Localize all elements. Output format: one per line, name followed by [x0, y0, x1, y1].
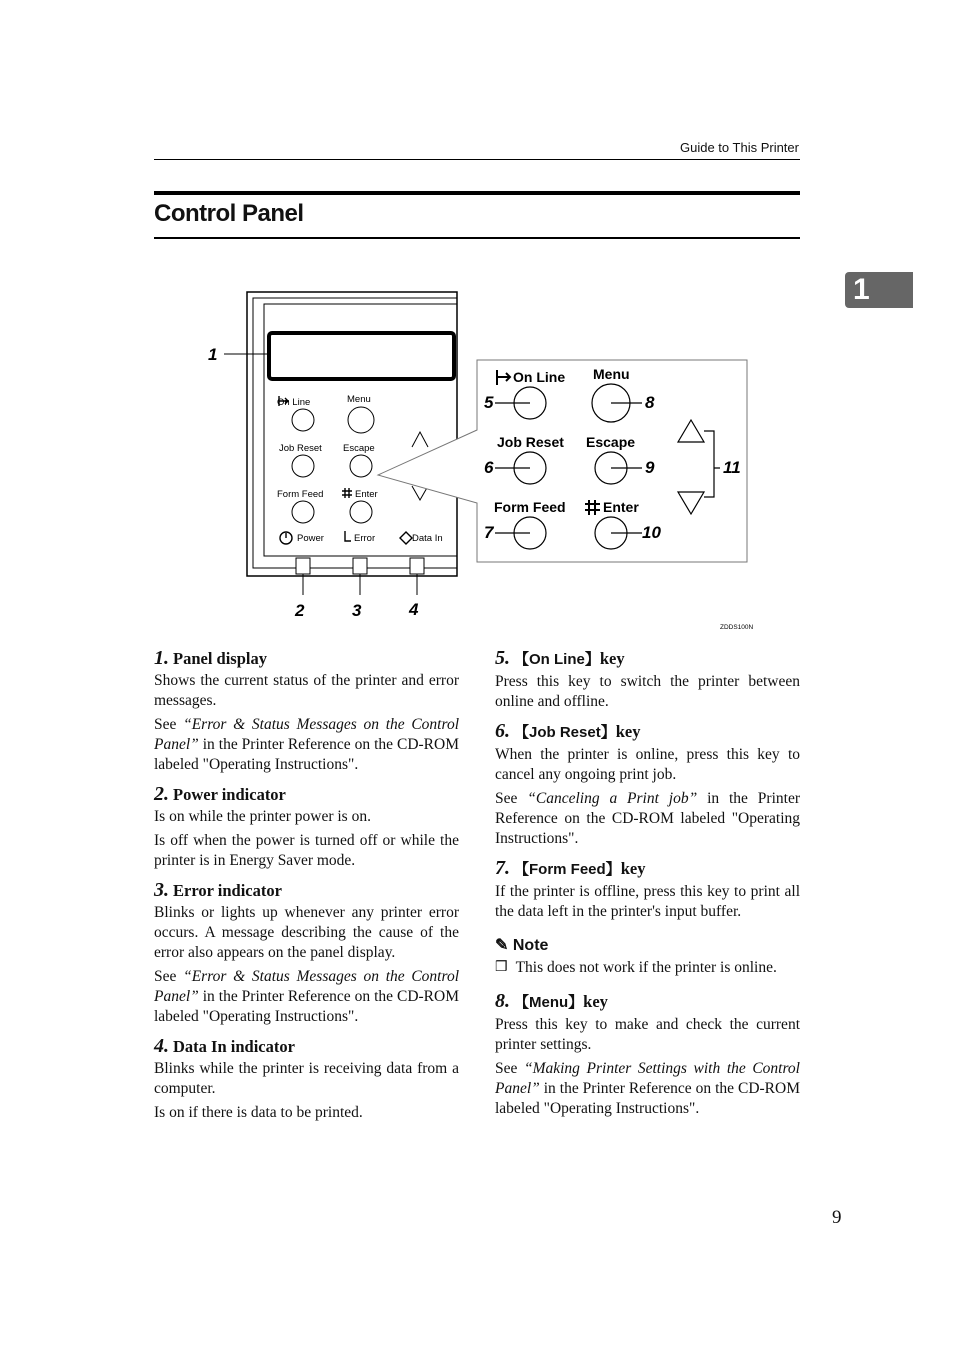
small-menu-label: Menu [347, 394, 371, 405]
item-text: Press this key to make and check the current printer settings. [495, 1016, 800, 1053]
title-rule-top [154, 191, 800, 195]
callout-10: 10 [642, 523, 661, 542]
zoom-jobreset-label: Job Reset [497, 434, 564, 450]
item-datain-indicator [154, 1036, 459, 1123]
callout-1: 1 [208, 345, 218, 364]
small-online-label: On Line [277, 397, 311, 408]
zoom-online-label: On Line [513, 369, 566, 385]
left-column [154, 648, 459, 1132]
item-heading: key [615, 722, 641, 741]
item-heading: key [620, 859, 646, 878]
item-text: Blinks or lights up whenever any printer error occurs. A message describing the cause of the error also appears on the panel display. [154, 904, 459, 961]
small-jobreset-label: Job Reset [279, 443, 322, 454]
figure-code: ZDDS100N [720, 624, 754, 631]
zoom-escape-label: Escape [586, 434, 636, 450]
item-menu-key [495, 991, 800, 1119]
small-online-button [292, 409, 314, 431]
item-jobreset-key [495, 721, 800, 849]
item-formfeed-key [495, 858, 800, 982]
small-enter-button [350, 501, 372, 523]
item-text: Press this key to switch the printer between online and offline. [495, 673, 800, 710]
key-name: 【Menu】 [514, 994, 584, 1011]
key-name: 【Job Reset】 [514, 724, 616, 741]
callout-6: 6 [484, 458, 494, 477]
item-heading: Data In indicator [173, 1037, 295, 1056]
error-indicator [353, 558, 367, 574]
item-number: 5. [495, 647, 510, 669]
item-number: 2. [154, 783, 169, 805]
page-title: Control Panel [154, 200, 304, 227]
note-heading [495, 936, 800, 956]
callout-8: 8 [645, 393, 655, 412]
title-rule-bottom [154, 237, 800, 239]
item-text: Shows the current status of the printer and error messages. [154, 672, 459, 709]
callout-4: 4 [409, 600, 419, 619]
zoom-formfeed-label: Form Feed [494, 499, 566, 515]
item-see-reference: See “Error & Status Messages on the Control Panel” in the Printer Reference on the CD-ROM labeled "Operating Instructions". [154, 716, 459, 773]
small-formfeed-label: Form Feed [277, 489, 324, 500]
error-indicator-label: Error [354, 533, 376, 544]
item-power-indicator [154, 784, 459, 871]
item-text: Blinks while the printer is receiving data from a computer. [154, 1060, 459, 1097]
zoom-enter-label: Enter [603, 499, 639, 515]
running-header: Guide to This Printer [680, 140, 799, 155]
small-escape-button [350, 455, 372, 477]
item-number: 4. [154, 1035, 169, 1057]
item-see-reference: See “Error & Status Messages on the Control Panel” in the Printer Reference on the CD-ROM labeled "Operating Instructions". [154, 968, 459, 1025]
datain-indicator [410, 558, 424, 574]
datain-icon [400, 532, 412, 544]
error-icon [345, 531, 351, 541]
item-heading: Error indicator [173, 881, 282, 900]
item-text: Is on while the printer power is on. [154, 808, 371, 825]
item-online-key [495, 648, 800, 712]
small-formfeed-button [292, 501, 314, 523]
zoom-panel [378, 360, 747, 562]
small-escape-label: Escape [343, 443, 375, 454]
item-heading: key [583, 992, 608, 1011]
chapter-tab: 1 [845, 272, 913, 308]
callout-11: 11 [723, 458, 741, 477]
datain-indicator-label: Data In [412, 533, 443, 544]
note-item [495, 958, 800, 982]
power-indicator [296, 558, 310, 574]
item-heading: Power indicator [173, 785, 286, 804]
callout-5: 5 [484, 393, 494, 412]
item-error-indicator [154, 880, 459, 1027]
item-number: 1. [154, 647, 169, 669]
note-text: This does not work if the printer is online. [515, 959, 777, 976]
item-text: Is off when the power is turned off or while the printer is in Energy Saver mode. [154, 832, 459, 869]
enter-hash-icon [342, 488, 352, 498]
callout-2: 2 [295, 601, 305, 620]
page-number: 9 [832, 1207, 842, 1228]
small-jobreset-button [292, 455, 314, 477]
pencil-icon: ✎ [495, 937, 509, 954]
item-see-reference: See “Canceling a Print job” in the Printer Reference on the CD-ROM labeled "Operating Instructions". [495, 790, 800, 847]
item-see-reference: See “Making Printer Settings with the Control Panel” in the Printer Reference on the CD-ROM labeled "Operating Instructions". [495, 1060, 800, 1117]
note-label: Note [512, 937, 549, 954]
item-text: Is on if there is data to be printed. [154, 1104, 363, 1121]
item-text: If the printer is offline, press this key to print all the data left in the printer's input buffer. [495, 883, 800, 920]
small-enter-label: Enter [355, 489, 378, 500]
item-heading: key [599, 649, 625, 668]
item-number: 7. [495, 857, 510, 879]
callout-9: 9 [645, 458, 655, 477]
item-text: When the printer is online, press this key to cancel any ongoing print job. [495, 746, 800, 783]
key-name: 【On Line】 [514, 651, 600, 668]
callout-7: 7 [484, 523, 494, 542]
item-number: 6. [495, 720, 510, 742]
small-menu-button [348, 407, 374, 433]
callout-3: 3 [352, 601, 362, 620]
item-heading: Panel display [173, 649, 267, 668]
item-panel-display [154, 648, 459, 775]
item-number: 8. [495, 990, 510, 1012]
item-number: 3. [154, 879, 169, 901]
power-indicator-label: Power [297, 533, 324, 544]
control-panel-figure [150, 285, 790, 635]
zoom-menu-label: Menu [593, 366, 630, 382]
checkbox-bullet-icon: ❒ [495, 960, 508, 975]
key-name: 【Form Feed】 [514, 861, 621, 878]
right-column [495, 648, 800, 1128]
header-rule [154, 159, 800, 160]
